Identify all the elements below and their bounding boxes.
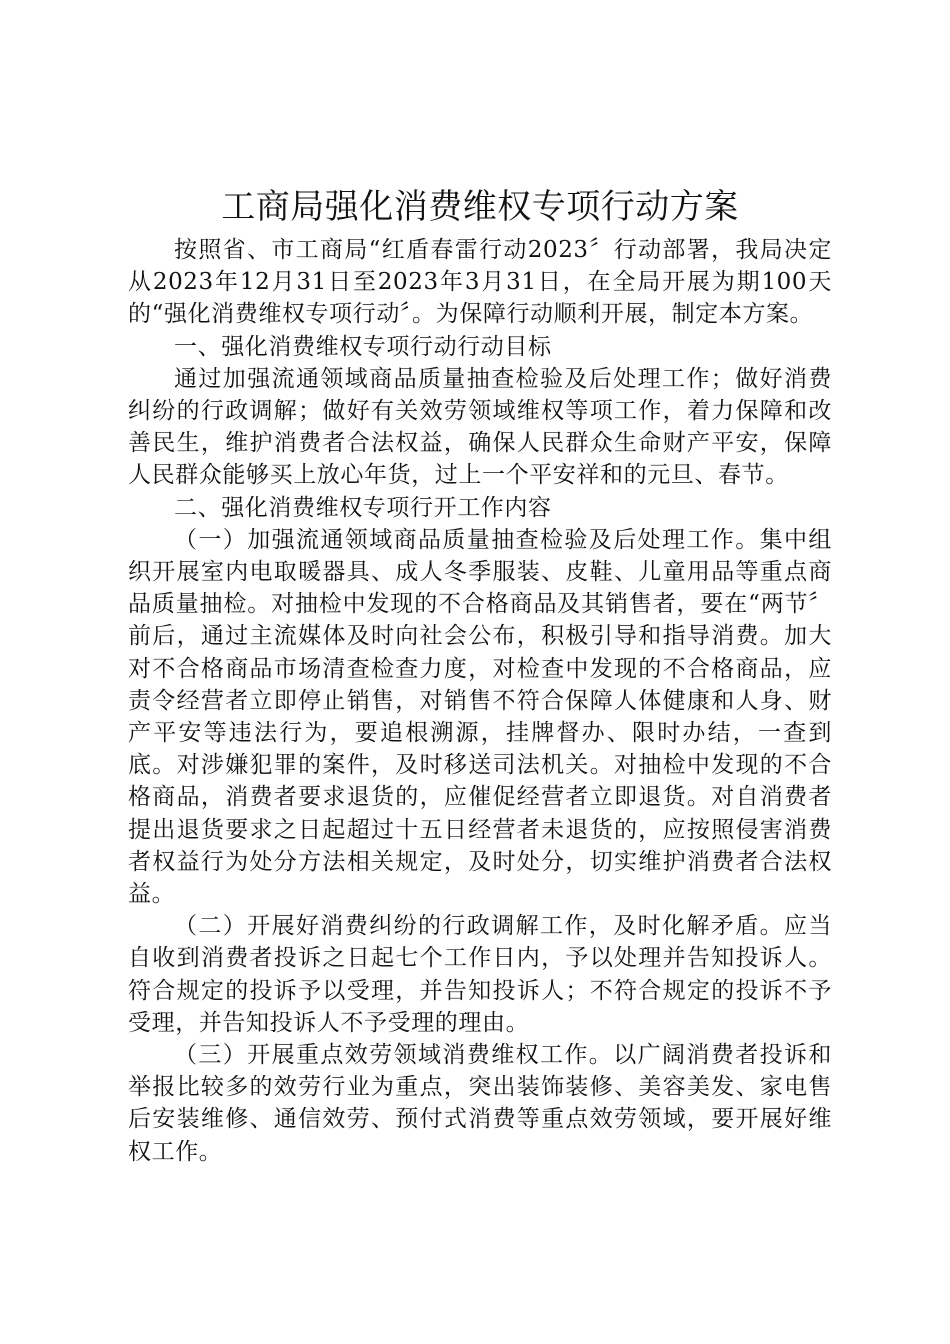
content-paragraph-3: （三）开展重点效劳领域消费维权工作。以广阔消费者投诉和举报比较多的效劳行业为重点，突出装饰装修、美容美发、家电售后安装维修、通信效劳、预付式消费等重点效劳领域，要开展好维权工作。 xyxy=(128,1042,832,1165)
goal-paragraph: 通过加强流通领域商品质量抽查检验及后处理工作；做好消费纠纷的行政调解；做好有关效劳领域维权等项工作，着力保障和改善民生，维护消费者合法权益，确保人民群众生命财产平安，保障人民群众能够买上放心年货，过上一个平安祥和的元旦、春节。 xyxy=(128,365,832,489)
document-page xyxy=(128,182,832,1168)
document-title: 工商局强化消费维权专项行动方案 xyxy=(221,187,739,227)
content-paragraph-2: （二）开展好消费纠纷的行政调解工作，及时化解矛盾。应当自收到消费者投诉之日起七个工作日内，予以处理并告知投诉人。符合规定的投诉予以受理，并告知投诉人；不符合规定的投诉不予受理，并告知投诉人不予受理的理由。 xyxy=(128,913,832,1036)
content-paragraph-1: （一）加强流通领域商品质量抽查检验及后处理工作。集中组织开展室内电取暖器具、成人冬季服装、皮鞋、儿童用品等重点商品质量抽检。对抽检中发现的不合格商品及其销售者，要在“两节〞前后，通过主流媒体及时向社会公布，积极引导和指导消费。加大对不合格商品市场清查检查力度，对检查中发现的不合格商品，应责令经营者立即停止销售，对销售不符合保障人体健康和人身、财产平安等违法行为，要追根溯源，挂牌督办、限时办结，一查到底。对涉嫌犯罪的案件，及时移送司法机关。对抽检中发现的不合格商品，消费者要求退货的，应催促经营者立即退货。对自消费者提出退货要求之日起超过十五日经营者未退货的，应按照侵害消费者权益行为处分方法相关规定，及时处分，切实维护消费者合法权益。 xyxy=(128,526,832,908)
section-heading-goal: 一、强化消费维权专项行动行动目标 xyxy=(174,333,552,360)
section-heading-content: 二、强化消费维权专项行开工作内容 xyxy=(174,494,552,521)
intro-paragraph: 按照省、市工商局“红盾春雷行动2023〞行动部署，我局决定从2023年12月31日至2023年3月31日，在全局开展为期100天的“强化消费维权专项行动〞。为保障行动顺利开展，制定本方案。 xyxy=(128,237,832,328)
